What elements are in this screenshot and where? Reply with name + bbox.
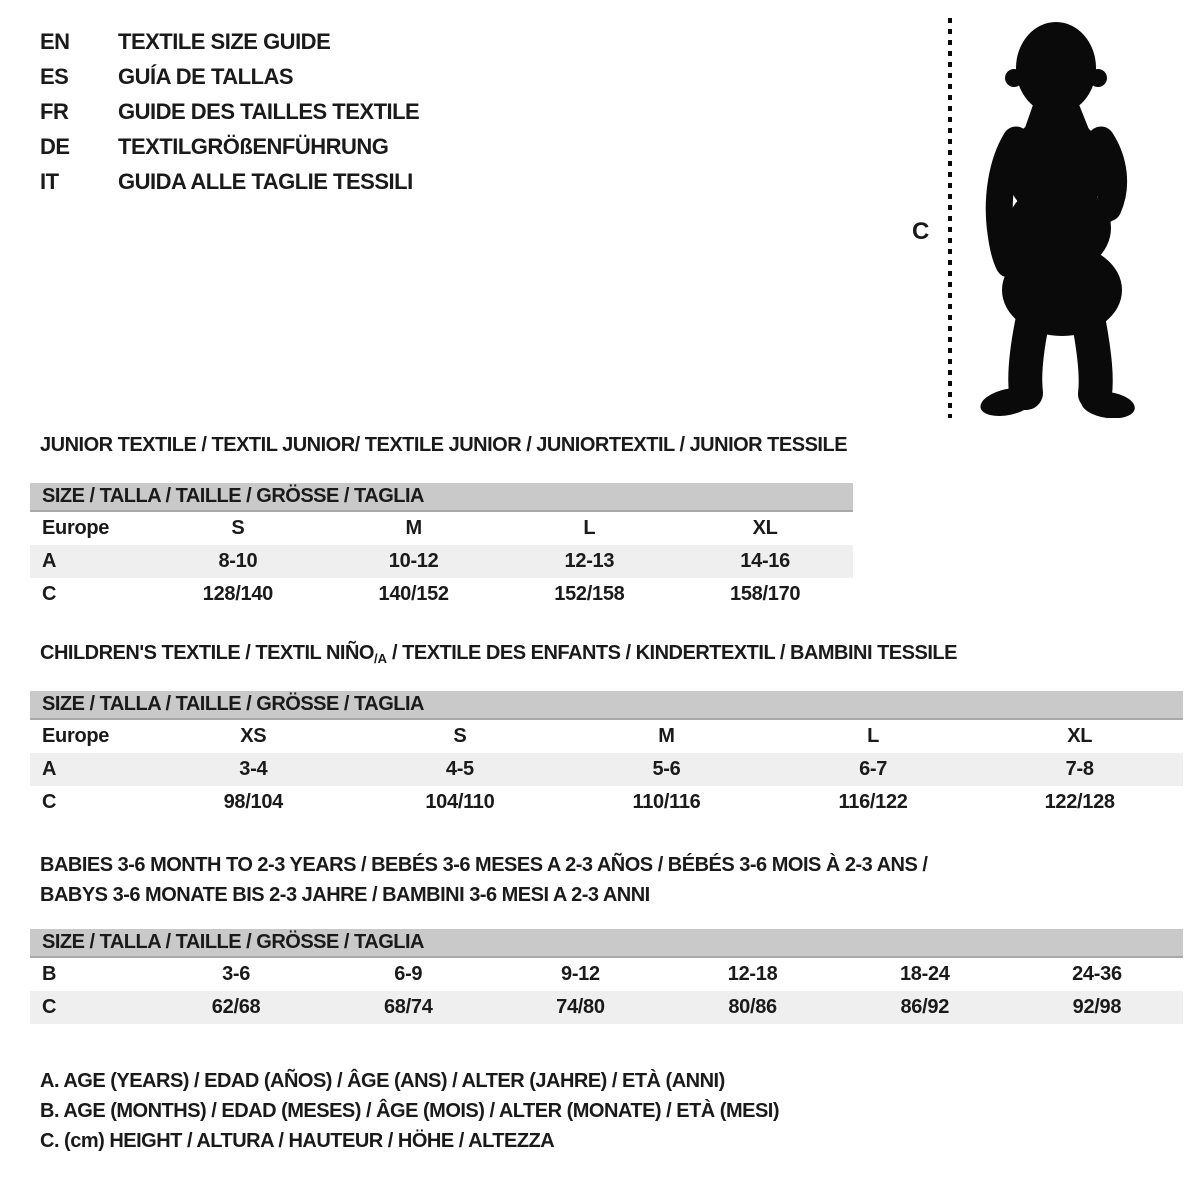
- table-row: [30, 786, 1183, 819]
- row-label: C: [42, 583, 57, 605]
- height-measure-label: C: [912, 218, 930, 245]
- language-row: [40, 94, 419, 129]
- toddler-silhouette-icon: [956, 18, 1146, 418]
- size-cell: 14-16: [740, 550, 790, 572]
- height-figure: [900, 0, 1200, 430]
- size-cell: 92/98: [1072, 996, 1122, 1018]
- size-cell: 3-6: [222, 963, 251, 985]
- size-cell: 122/128: [1044, 791, 1115, 813]
- children-title-subscript: /A: [373, 651, 387, 666]
- size-cell: 10-12: [388, 550, 439, 572]
- size-cell: 6-9: [394, 963, 423, 985]
- legend-line-height-cm: C. (cm) HEIGHT / ALTURA / HAUTEUR / HÖHE / ALTEZZA: [40, 1130, 555, 1152]
- size-cell: XL: [1067, 725, 1093, 747]
- babies-title-line2: BABYS 3-6 MONATE BIS 2-3 JAHRE / BAMBINI 3-6 MESI A 2-3 ANNI: [40, 884, 650, 906]
- babies-table-rows: [30, 958, 1183, 1024]
- size-cell: 110/116: [632, 791, 701, 813]
- size-header-bar: SIZE / TALLA / TAILLE / GRÖSSE / TAGLIA: [30, 483, 853, 512]
- size-cell: 98/104: [223, 791, 283, 813]
- guide-title: GUÍA DE TALLAS: [118, 63, 294, 89]
- size-cell: S: [231, 517, 245, 539]
- size-cell: M: [658, 725, 675, 747]
- row-label: A: [42, 550, 57, 572]
- size-header-bar: SIZE / TALLA / TAILLE / GRÖSSE / TAGLIA: [30, 691, 1183, 720]
- size-cell: 7-8: [1065, 758, 1094, 780]
- size-cell: 116/122: [838, 791, 908, 813]
- children-section-title: [40, 642, 957, 665]
- size-cell: 9-12: [561, 963, 600, 985]
- size-cell: 86/92: [900, 996, 950, 1018]
- table-row: [30, 512, 853, 545]
- language-row: [40, 59, 419, 94]
- table-row: [30, 720, 1183, 753]
- guide-title: GUIDA ALLE TAGLIE TESSILI: [118, 168, 413, 194]
- table-row: [30, 991, 1183, 1024]
- row-label: A: [42, 758, 57, 780]
- size-cell: XL: [752, 517, 778, 539]
- size-cell: 128/140: [202, 583, 273, 605]
- babies-section-title: [40, 850, 927, 910]
- language-code: IT: [40, 168, 59, 194]
- children-table-rows: [30, 720, 1183, 819]
- children-title-text: / TEXTILE DES ENFANTS / KINDERTEXTIL / BAMBINI TESSILE: [386, 642, 957, 664]
- size-cell: XS: [240, 725, 267, 747]
- table-row: [30, 545, 853, 578]
- size-cell: 12-18: [727, 963, 778, 985]
- table-row: [30, 753, 1183, 786]
- language-code: FR: [40, 98, 69, 124]
- table-row: [30, 958, 1183, 991]
- size-cell: L: [583, 517, 596, 539]
- size-cell: 5-6: [652, 758, 681, 780]
- legend: [40, 1066, 779, 1156]
- language-row: [40, 24, 419, 59]
- table-row: [30, 578, 853, 611]
- language-code: EN: [40, 28, 70, 54]
- language-row: [40, 129, 419, 164]
- size-cell: 74/80: [556, 996, 605, 1018]
- size-cell: 68/74: [383, 996, 433, 1018]
- children-size-table: [30, 691, 1183, 819]
- row-label: C: [42, 791, 57, 813]
- size-cell: 18-24: [899, 963, 950, 985]
- junior-section-title: JUNIOR TEXTILE / TEXTIL JUNIOR/ TEXTILE JUNIOR / JUNIORTEXTIL / JUNIOR TESSILE: [40, 434, 848, 456]
- size-cell: 80/86: [728, 996, 777, 1018]
- size-cell: 158/170: [730, 583, 801, 605]
- guide-title: TEXTILE SIZE GUIDE: [118, 28, 331, 54]
- language-code: ES: [40, 63, 69, 89]
- row-label: B: [42, 963, 57, 985]
- height-measure-line: [948, 18, 952, 418]
- junior-table-rows: [30, 512, 853, 611]
- size-cell: 24-36: [1072, 963, 1122, 985]
- size-cell: 4-5: [445, 758, 474, 780]
- size-cell: 3-4: [239, 758, 268, 780]
- language-code: DE: [40, 133, 70, 159]
- size-cell: 6-7: [859, 758, 888, 780]
- size-header-bar: SIZE / TALLA / TAILLE / GRÖSSE / TAGLIA: [30, 929, 1183, 958]
- legend-line-age-months: B. AGE (MONTHS) / EDAD (MESES) / ÂGE (MOIS) / ALTER (MONATE) / ETÀ (MESI): [40, 1100, 780, 1122]
- size-cell: 8-10: [218, 550, 258, 572]
- size-cell: 152/158: [554, 583, 625, 605]
- size-cell: 104/110: [425, 791, 495, 813]
- legend-line-age-years: A. AGE (YEARS) / EDAD (AÑOS) / ÂGE (ANS) / ALTER (JAHRE) / ETÀ (ANNI): [40, 1070, 725, 1092]
- junior-size-table: [30, 483, 853, 611]
- language-header: [40, 24, 419, 199]
- babies-size-table: [30, 929, 1183, 1024]
- guide-title: GUIDE DES TAILLES TEXTILE: [118, 98, 420, 124]
- size-cell: 62/68: [211, 996, 261, 1018]
- size-cell: 140/152: [378, 583, 449, 605]
- size-cell: M: [405, 517, 422, 539]
- language-row: [40, 164, 419, 199]
- guide-title: TEXTILGRÖßENFÜHRUNG: [118, 133, 389, 159]
- size-cell: 12-13: [564, 550, 615, 572]
- size-cell: L: [867, 725, 880, 747]
- row-label: Europe: [42, 725, 110, 747]
- row-label: C: [42, 996, 57, 1018]
- row-label: Europe: [42, 517, 110, 539]
- size-cell: S: [453, 725, 467, 747]
- children-title-text: CHILDREN'S TEXTILE / TEXTIL NIÑO: [40, 642, 374, 664]
- babies-title-line1: BABIES 3-6 MONTH TO 2-3 YEARS / BEBÉS 3-6 MESES A 2-3 AÑOS / BÉBÉS 3-6 MOIS À 2-3 ANS /: [40, 854, 928, 876]
